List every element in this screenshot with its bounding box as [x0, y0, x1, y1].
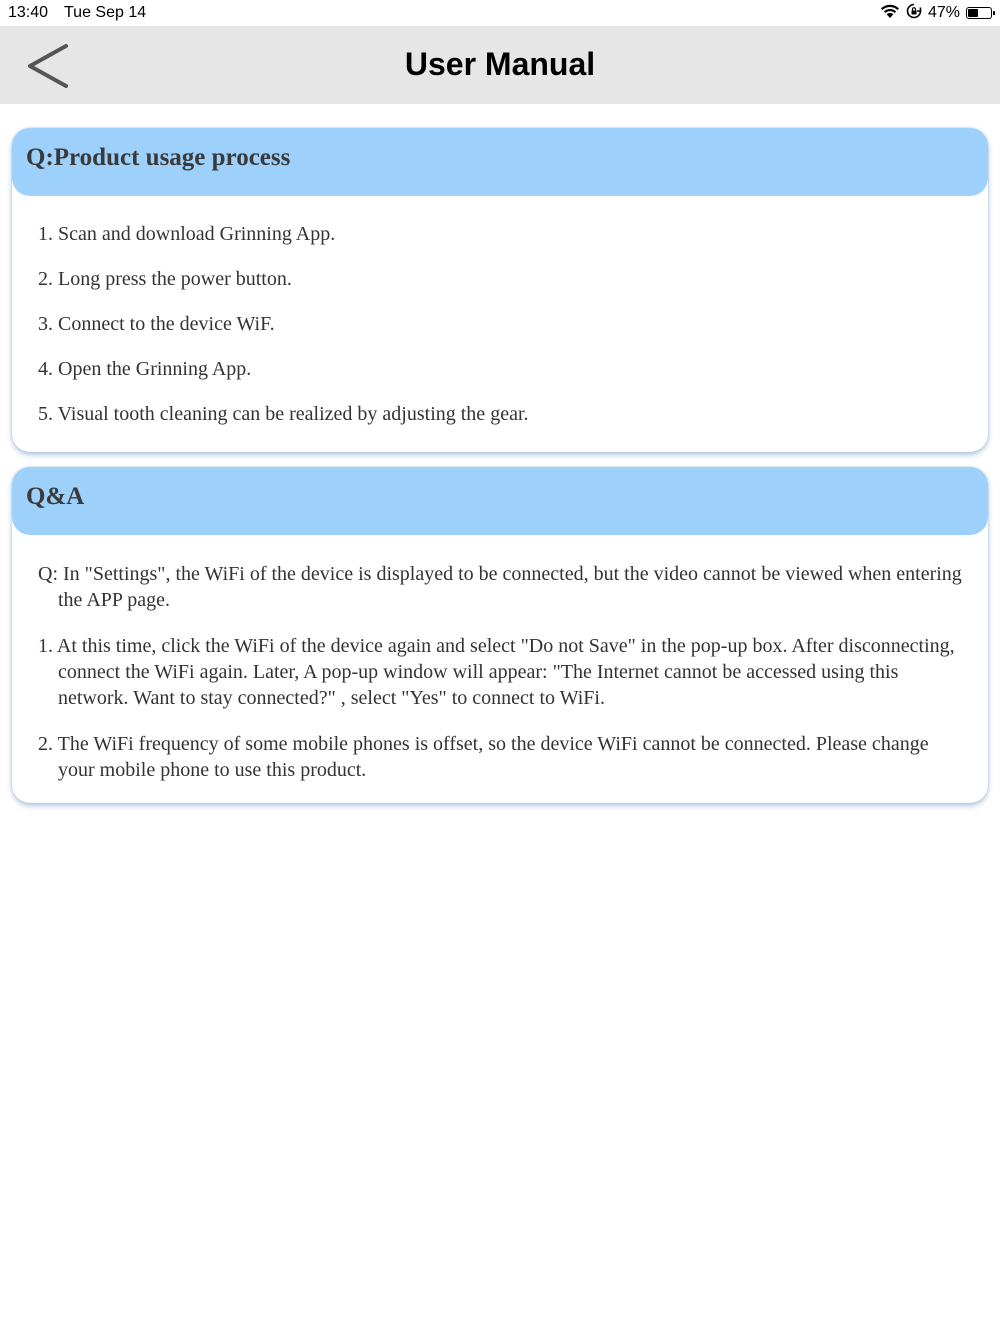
orientation-lock-icon — [906, 3, 922, 24]
wifi-icon — [880, 3, 900, 24]
page-title: User Manual — [404, 46, 596, 82]
battery-percent: 47% — [927, 4, 960, 21]
qa-answer: 1. At this time, click the WiFi of the device again and select "Do not Save" in the pop-up box. After disconnecting, connect the WiFi again. Later, A pop-up window will appear: "The Internet cannot be accessed using this network. Want to stay connected?" , select "Yes" to connect to WiFi. — [38, 635, 955, 709]
qa-answer: 2. The WiFi frequency of some mobile phones is offset, so the device WiFi cannot be connected. Please change your mobile phone to use this product. — [38, 733, 929, 781]
usage-step: 3. Connect to the device WiF. — [38, 313, 275, 335]
status-indicators — [880, 3, 992, 23]
usage-step: 2. Long press the power button. — [38, 268, 292, 290]
qa-list — [12, 535, 988, 783]
qa-card — [12, 467, 988, 803]
navigation-bar — [0, 26, 1000, 104]
usage-process-header: Q:Product usage process — [12, 128, 988, 196]
qa-question: Q: In "Settings", the WiFi of the device is displayed to be connected, but the video cannot be viewed when entering the APP page. — [38, 563, 962, 611]
usage-step: 5. Visual tooth cleaning can be realized by adjusting the gear. — [38, 403, 529, 425]
status-bar — [0, 0, 1000, 26]
usage-step: 1. Scan and download Grinning App. — [38, 223, 336, 245]
usage-process-card — [12, 128, 988, 452]
battery-icon — [966, 7, 992, 19]
status-date: Tue Sep 14 — [64, 4, 147, 21]
usage-step: 4. Open the Grinning App. — [38, 358, 252, 380]
status-time: 13:40 — [8, 4, 49, 21]
battery-cap — [993, 11, 995, 15]
battery-fill — [968, 9, 978, 17]
usage-steps-list — [12, 196, 988, 427]
qa-header: Q&A — [12, 467, 988, 535]
